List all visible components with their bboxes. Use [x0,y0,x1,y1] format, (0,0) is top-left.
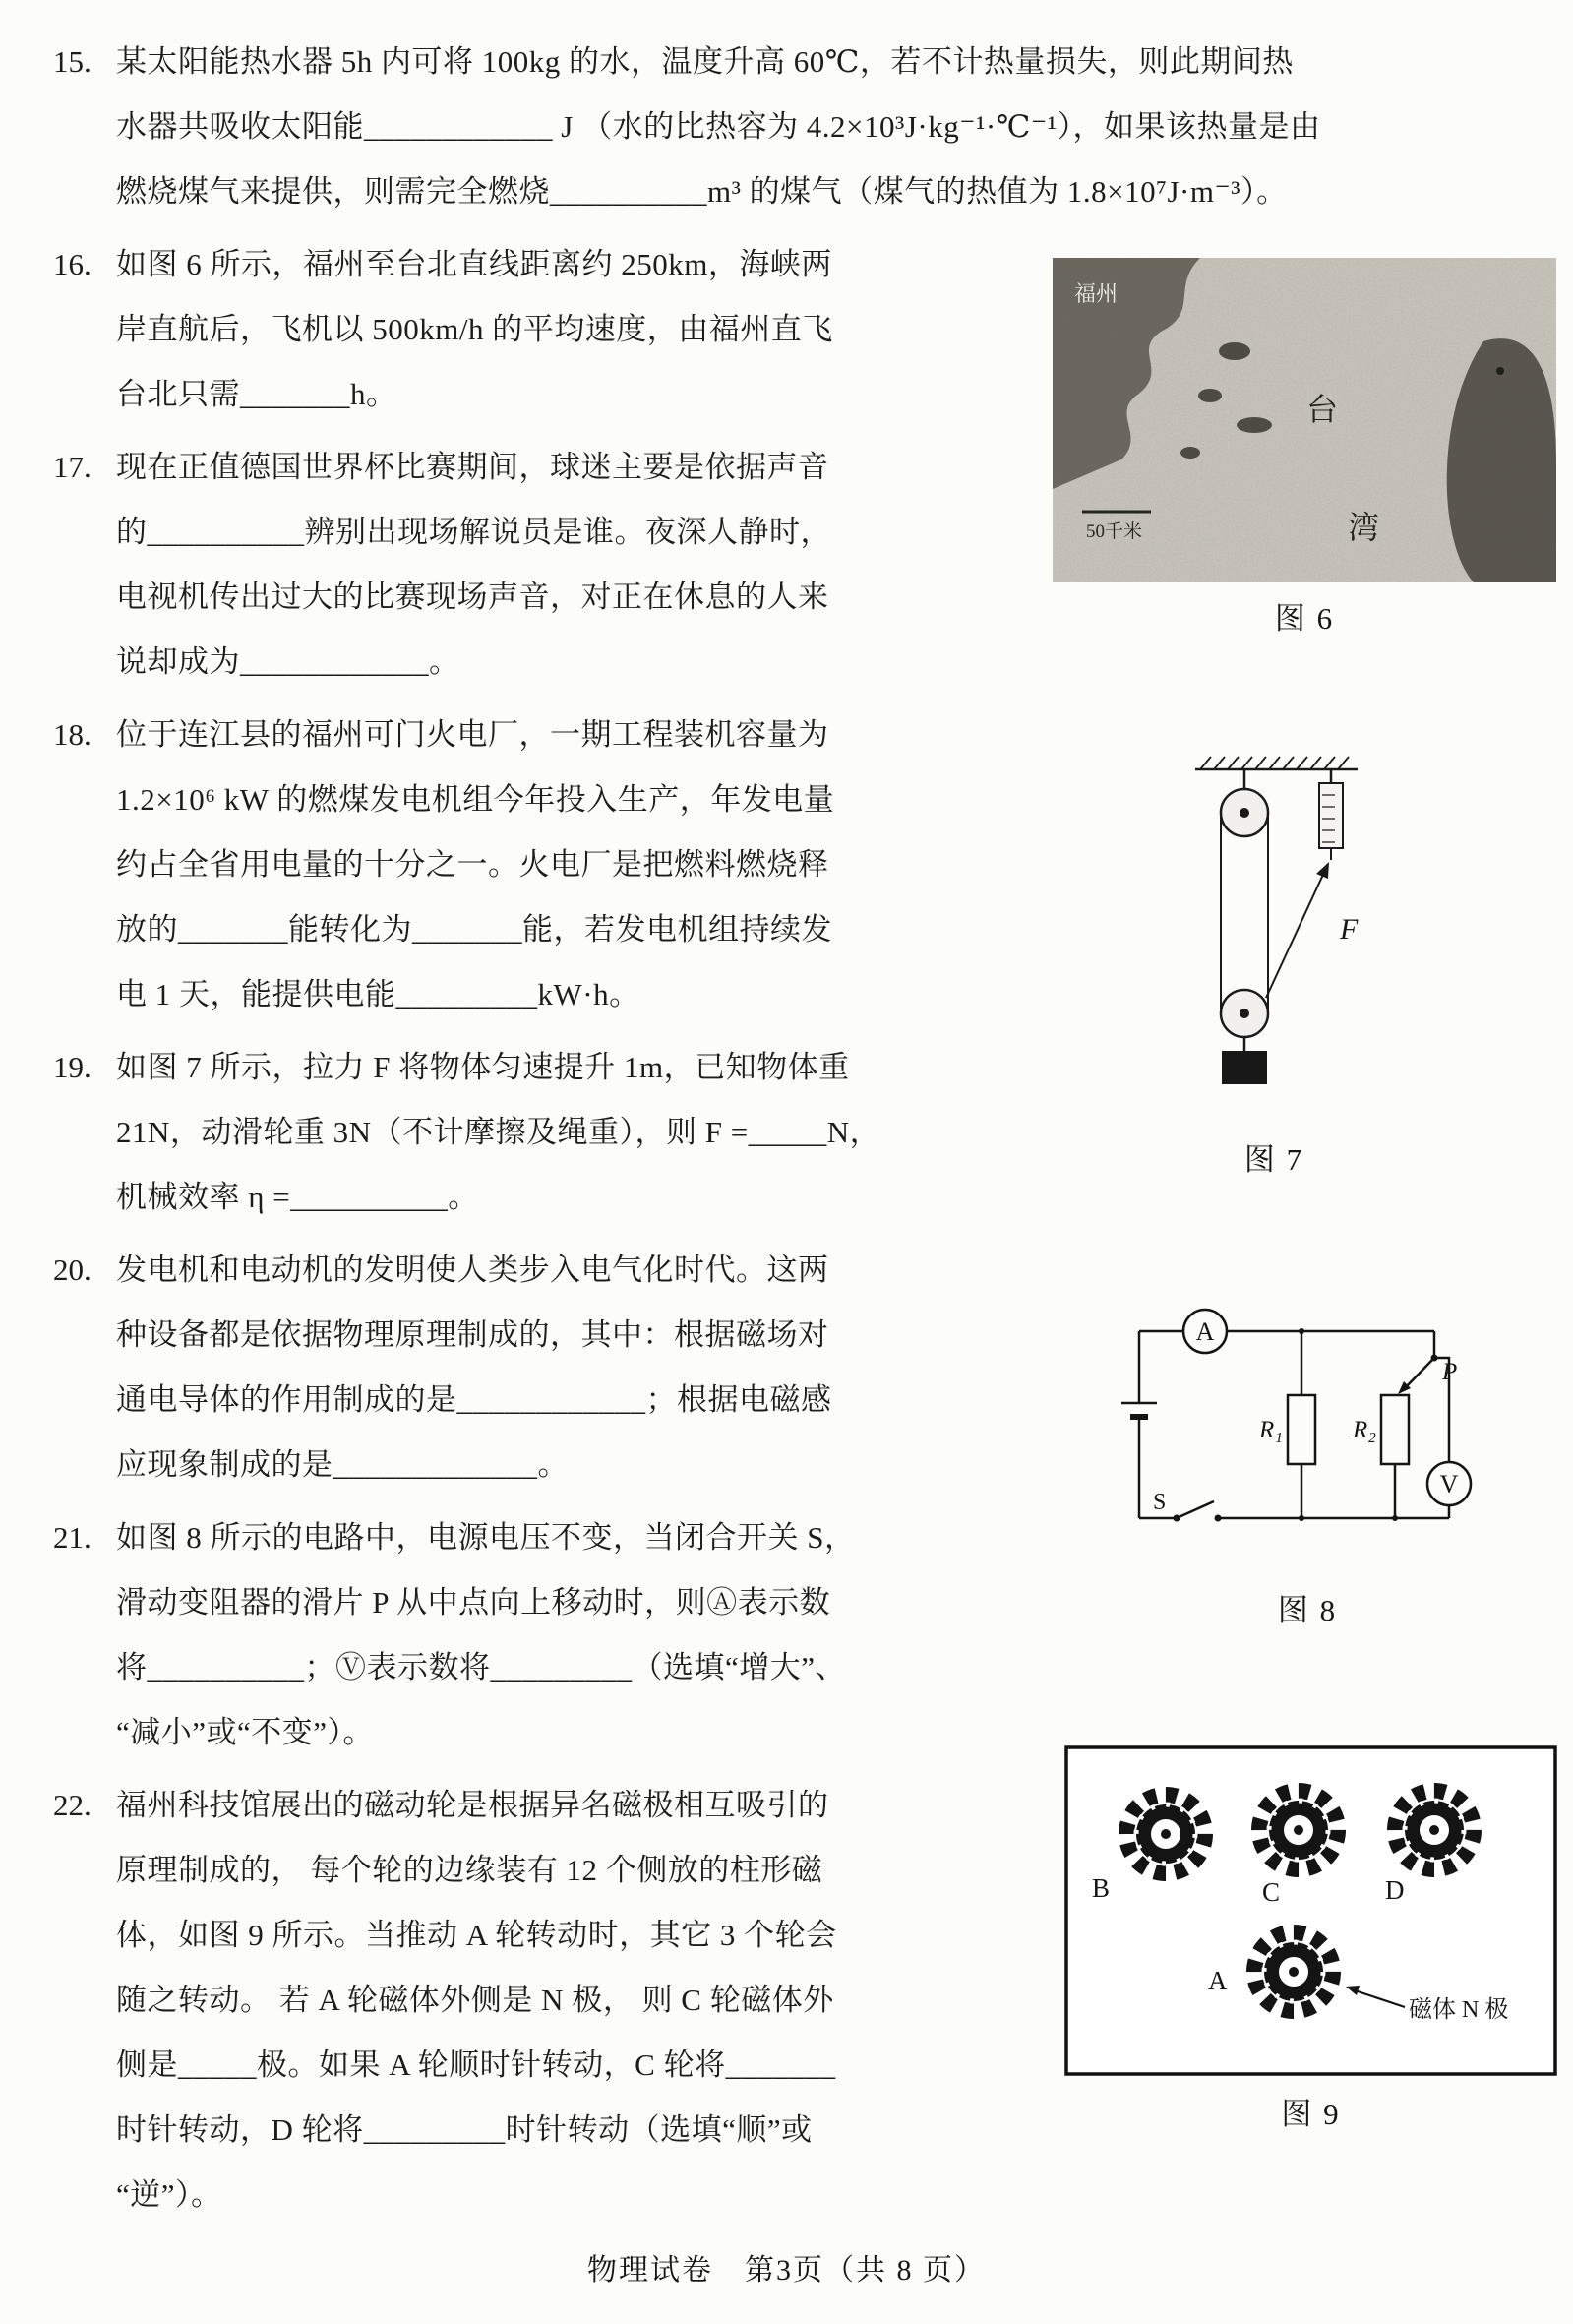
question-text-line: 放的_______能转化为_______能，若发电机组持续发 [116,912,832,947]
switch-label: S [1153,1490,1167,1515]
question-text-line: 燃烧煤气来提供，则需完全燃烧__________m³ 的煤气（煤气的热值为 1.8×10⁷J·m⁻³）。 [116,174,1288,209]
question-text-line: 电 1 天，能提供电能_________kW·h。 [116,977,640,1011]
magnet-pole-note: 磁体 N 极 [1409,1997,1509,2023]
wheel-a-label: A [1208,1966,1228,1995]
junction-dot [1392,1515,1398,1521]
figure-6-map [1053,258,1556,638]
question-text-line: 如图 6 所示，福州至台北直线距离约 250km，海峡两 [116,247,832,281]
wheel-c-label: C [1262,1877,1281,1907]
question-text-line: “逆”）。 [116,2177,222,2212]
question-text-line: 体，如图 9 所示。当推动 A 轮转动时，其它 3 个轮会 [116,1918,837,1952]
question-text-line: 通电导体的作用制成的是____________；根据电磁感 [116,1382,832,1417]
junction-dot [1299,1515,1304,1521]
map-island [1237,417,1272,433]
question-number: 20. [53,1253,91,1287]
rheostat-r2 [1381,1395,1409,1464]
map-label-tai: 台 [1306,392,1339,427]
figure-6-caption: 图 6 [1274,601,1335,636]
question-number: 18. [53,717,91,752]
pulley-diagram [1171,750,1377,1124]
question-text-line: 应现象制成的是_____________。 [116,1447,569,1482]
question-text-line: 机械效率 η =__________。 [116,1180,479,1214]
question-text-line: 如图 8 所示的电路中，电源电压不变，当闭合开关 S， [116,1520,856,1555]
question-text-line: 1.2×10⁶ kW 的燃煤发电机组今年投入生产，年发电量 [116,782,835,817]
question-text-line: 位于连江县的福州可门火电厂，一期工程装机容量为 [116,717,829,752]
map-scale-label: 50千米 [1086,521,1143,542]
circuit-diagram [1110,1287,1505,1574]
wheel-b [1126,1795,1205,1873]
question-text-line: 约占全省用电量的十分之一。火电厂是把燃料燃烧释 [116,847,829,882]
wheel-d [1395,1791,1474,1869]
question-text-line: 时针转动，D 轮将_________时针转动（选填“顺”或 [116,2112,813,2147]
question-text-line: 电视机传出过大的比赛现场声音，对正在休息的人来 [116,580,829,614]
question-number: 19. [53,1050,91,1084]
rope-pull-segment [1266,864,1328,998]
map-label-wan: 湾 [1348,510,1380,545]
figure-9-magnet-wheels [1062,1743,1559,2133]
question-text-line: 侧是_____极。如果 A 轮顺时针转动，C 轮将_______ [116,2048,836,2082]
magnet-wheels-diagram [1062,1743,1559,2078]
question-text-line: 说却成为____________。 [116,644,460,679]
wheel-c [1259,1791,1338,1869]
figure-7-caption: 图 7 [1243,1142,1304,1177]
movable-pulley-axle [1240,1009,1249,1018]
map-label-fuzhou: 福州 [1074,281,1119,306]
question-text-line: 岸直航后，飞机以 500km/h 的平均速度，由福州直飞 [116,312,833,346]
question-text-line: 福州科技馆展出的磁动轮是根据异名磁极相互吸引的 [116,1788,829,1822]
question-text-line: 种设备都是依据物理原理制成的，其中：根据磁场对 [116,1317,829,1352]
figure-7-pulley [1166,750,1382,1179]
question-text-line: 现在正值德国世界杯比赛期间，球迷主要是依据声音 [116,450,829,484]
map-island [1219,342,1250,360]
map-island [1198,389,1222,402]
question-number: 17. [53,450,91,484]
question-text-line: 发电机和电动机的发明使人类步入电气化时代。这两 [116,1253,829,1287]
ammeter-label: A [1195,1317,1215,1346]
question-text-line: 将__________；Ⓥ表示数将_________（选填“增大”、 [116,1650,847,1684]
spring-scale [1319,783,1343,848]
resistor-r1 [1288,1395,1315,1464]
question-text-line: 台北只需_______h。 [116,377,397,411]
question-text-line: 如图 7 所示，拉力 F 将物体匀速提升 1m，已知物体重 [116,1050,850,1084]
figure-9-caption: 图 9 [1281,2097,1341,2131]
question-text-line: 的__________辨别出现场解说员是谁。夜深人静时， [116,515,831,549]
voltmeter-label: V [1439,1470,1459,1498]
force-arrowhead [1316,862,1329,879]
question-number: 15. [53,44,91,79]
question-text-line: 滑动变阻器的滑片 P 从中点向上移动时，则Ⓐ表示数 [116,1585,831,1620]
question-text-line: 某太阳能热水器 5h 内可将 100kg 的水，温度升高 60℃，若不计热量损失，则此期间热 [116,44,1294,79]
switch-lever [1177,1501,1214,1518]
fixed-pulley-axle [1240,808,1249,818]
slider-label: P [1442,1359,1458,1385]
question-text-line: 水器共吸收太阳能____________ J （水的比热容为 4.2×10³J·kg⁻¹·℃⁻¹），如果该热量是由 [116,109,1321,144]
question-number: 22. [53,1788,91,1822]
resistor-r1-label: R₁ [1259,1417,1283,1443]
weight-block [1222,1051,1267,1084]
map-city-dot [1496,367,1504,375]
map-island [1180,447,1200,459]
question-text-line: 原理制成的， 每个轮的边缘装有 12 个侧放的柱形磁 [116,1853,823,1887]
question-text-line: 21N，动滑轮重 3N（不计摩擦及绳重），则 F =_____N， [116,1115,881,1149]
figure-8-circuit [1110,1287,1505,1629]
question-text-line: “减小”或“不变”）。 [116,1715,375,1749]
question-text-line: 随之转动。 若 A 轮磁体外侧是 N 极， 则 C 轮磁体外 [116,1983,834,2017]
question-number: 16. [53,247,91,281]
ceiling-hatching [1200,757,1349,769]
wheel-b-label: B [1092,1873,1111,1903]
rheostat-r2-label: R₂ [1353,1417,1376,1443]
question-number: 21. [53,1520,91,1555]
question-15 [53,30,1573,224]
figure-8-caption: 图 8 [1277,1593,1338,1627]
wheel-d-label: D [1385,1875,1405,1905]
force-label: F [1340,913,1359,946]
map-image [1053,258,1556,582]
page-footer: 物理试卷 第3页（共 8 页） [587,2254,986,2287]
figure-border [1066,1747,1555,2074]
wheel-a [1254,1932,1333,2011]
